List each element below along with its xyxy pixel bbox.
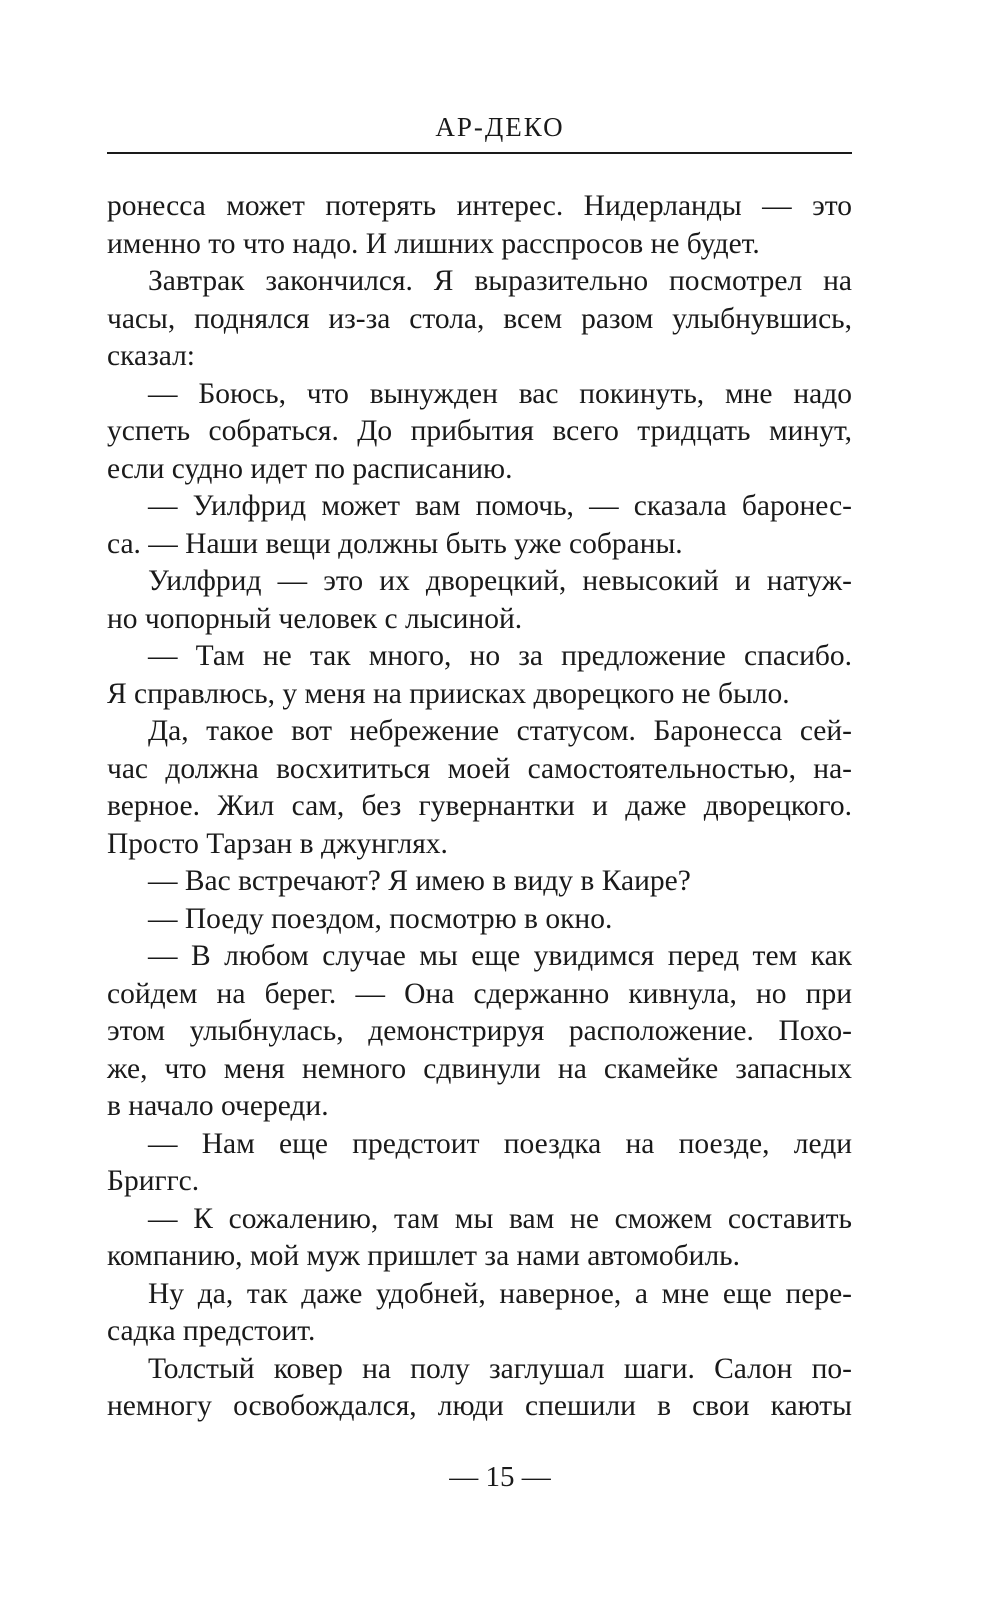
text-line: часы, поднялся из-за стола, всем разом улыбнувшись, [107, 302, 852, 335]
text-line: час должна восхититься моей самостоятельностью, на- [107, 752, 852, 785]
text-line: — Боюсь, что вынужден вас покинуть, мне надо [148, 377, 852, 410]
text-line: Да, такое вот небрежение статусом. Баронесса сей- [148, 715, 852, 747]
text-line: — Там не так много, но за предложение спасибо. [148, 640, 852, 672]
body-text [107, 188, 852, 1426]
text-line: — Поеду поездом, посмотрю в окно. [148, 902, 613, 935]
text-line: са. — Наши вещи должны быть уже собраны. [107, 527, 683, 560]
text-line: Просто Тарзан в джунглях. [107, 827, 448, 860]
text-line: этом улыбнулась, демонстрируя расположение. Похо- [107, 1015, 852, 1047]
text-line: — В любом случае мы еще увидимся перед тем как [148, 940, 852, 972]
header-rule [107, 152, 852, 154]
text-line: в начало очереди. [107, 1090, 329, 1122]
text-line: Завтрак закончился. Я выразительно посмотрел на [148, 265, 852, 297]
text-line: Уилфрид — это их дворецкий, невысокий и натуж- [148, 565, 852, 597]
text-line: компанию, мой муж пришлет за нами автомобиль. [107, 1240, 740, 1272]
text-line: верное. Жил сам, без гувернантки и даже дворецкого. [107, 790, 852, 822]
text-line: садка предстоит. [107, 1315, 316, 1347]
text-line: немногу освобождался, люди спешили в свои каюты [107, 1390, 852, 1422]
text-line: успеть собраться. До прибытия всего тридцать минут, [107, 415, 852, 447]
text-line: сказал: [107, 340, 195, 372]
text-line: — Вас встречают? Я имею в виду в Каире? [148, 865, 691, 897]
running-head-title: АР-ДЕКО [435, 112, 565, 142]
text-line: Бриггс. [107, 1165, 200, 1197]
text-line: если судно идет по расписанию. [107, 452, 513, 485]
text-line: — Нам еще предстоит поездка на поезде, леди [148, 1127, 852, 1160]
text-line: ронесса может потерять интерес. Нидерланды — это [107, 190, 852, 222]
page-number: — 15 — [449, 1461, 551, 1493]
text-line: — Уилфрид может вам помочь, — сказала баронес- [148, 490, 852, 522]
text-line: Толстый ковер на полу заглушал шаги. Салон по- [148, 1352, 852, 1385]
text-line: Я справлюсь, у меня на приисках дворецкого не было. [107, 677, 790, 710]
text-line: но чопорный человек с лысиной. [107, 602, 523, 635]
text-line: сойдем на берег. — Она сдержанно кивнула, но при [107, 977, 852, 1010]
text-line: же, что меня немного сдвинули на скамейке запасных [107, 1052, 852, 1085]
text-line: Ну да, так даже удобней, наверное, а мне еще пере- [148, 1277, 852, 1310]
text-line: именно то что надо. И лишних расспросов не будет. [107, 227, 760, 260]
text-line: — К сожалению, там мы вам не сможем составить [148, 1202, 852, 1235]
